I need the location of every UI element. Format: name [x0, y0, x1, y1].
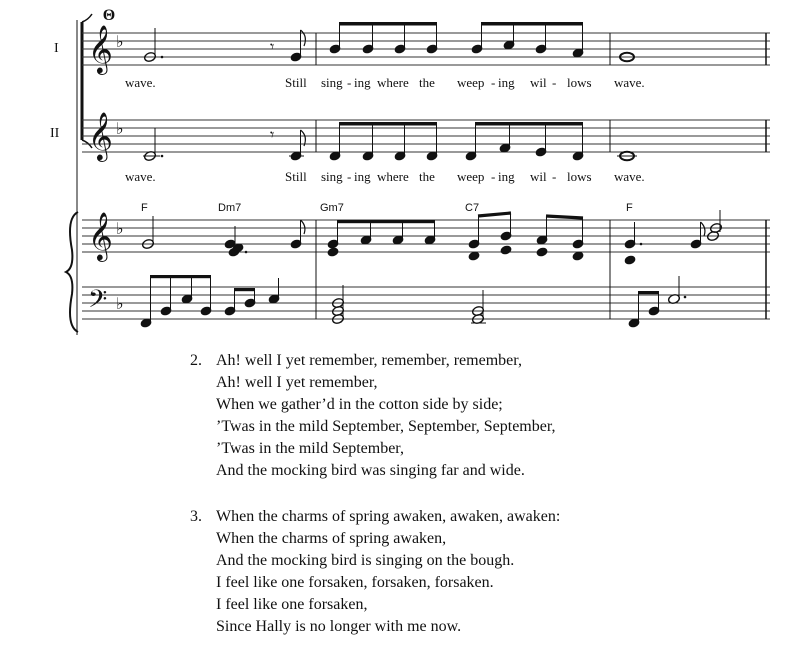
chord-symbols [141, 202, 633, 214]
verse-line: And the mocking bird is singing on the bough. [216, 552, 515, 569]
chord-symbol: F [626, 202, 633, 214]
verses [190, 350, 750, 662]
key-signature-flat: ♭ [116, 34, 124, 51]
lyric-syllable: - [552, 169, 557, 184]
verse-line: Ah! well I yet remember, remember, remember, [216, 352, 522, 369]
verse-line: I feel like one forsaken, forsaken, forsaken. [216, 574, 494, 591]
verse-line: And the mocking bird was singing far and wide. [216, 462, 525, 479]
lyric-syllable: - [552, 75, 557, 90]
chord-symbol: Gm7 [320, 202, 344, 214]
lyric-syllable: wave. [614, 169, 645, 184]
lyric-syllable: lows [567, 169, 592, 184]
lyric-syllable: weep [457, 75, 485, 90]
verse-line: Ah! well I yet remember, [216, 374, 378, 391]
lyric-syllable: wil [530, 169, 547, 184]
lyric-syllable: sing [321, 75, 343, 90]
chord-symbol: F [141, 202, 148, 214]
lyric-syllable: - [347, 75, 352, 90]
lyric-syllable: wave. [125, 75, 156, 90]
lyric-syllable: sing [321, 169, 343, 184]
chord-symbol: C7 [465, 202, 480, 214]
verse-line: When we gather’d in the cotton side by side; [216, 396, 503, 413]
lyric-syllable: lows [567, 75, 592, 90]
lyric-syllable: the [419, 75, 435, 90]
key-signature-flat: ♭ [116, 221, 124, 238]
treble-clef-icon: 𝄞 [88, 214, 113, 260]
verse-lines [216, 506, 750, 638]
lyric-syllable: where [377, 75, 409, 90]
verse-number: 2. [190, 352, 202, 369]
lyric-syllable: ing [498, 75, 515, 90]
lyric-syllable: - [347, 169, 352, 184]
verse-3 [190, 506, 750, 638]
verse-number: 3. [190, 508, 202, 525]
lyric-syllable: where [377, 169, 409, 184]
lyric-syllable: Still [285, 75, 307, 90]
key-signature-flat: ♭ [116, 296, 124, 313]
lyrics-voice-two [125, 169, 645, 184]
piano-treble-notes [141, 210, 722, 265]
verse-line: When the charms of spring awaken, [216, 530, 447, 547]
lyrics-voice-one [125, 75, 645, 90]
verse-2 [190, 350, 750, 482]
verse-lines [216, 350, 750, 482]
bass-clef-icon: 𝄢 [88, 286, 108, 319]
lyric-syllable: ing [354, 75, 371, 90]
svg-text:𝄾: 𝄾 [270, 127, 275, 144]
piano-bass-notes [140, 275, 686, 328]
lyric-syllable: weep [457, 169, 485, 184]
svg-text:𝄾: 𝄾 [270, 39, 275, 56]
verse-line: I feel like one forsaken, [216, 596, 368, 613]
segno-mark: Θ [102, 7, 116, 24]
lyric-syllable: ing [498, 169, 515, 184]
verse-line: ’Twas in the mild September, [216, 440, 404, 457]
lyric-syllable: wave. [125, 169, 156, 184]
lyric-syllable: wil [530, 75, 547, 90]
staff-label-two: II [50, 126, 60, 141]
key-signature-flat: ♭ [116, 121, 124, 138]
lyric-syllable: - [491, 75, 496, 90]
lyric-syllable: - [491, 169, 496, 184]
lyric-syllable: the [419, 169, 435, 184]
verse-line: ’Twas in the mild September, September, September, [216, 418, 556, 435]
verse-line: When the charms of spring awaken, awaken, awaken: [216, 508, 561, 525]
verse-line: Since Hally is no longer with me now. [216, 618, 462, 635]
lyric-syllable: ing [354, 169, 371, 184]
treble-clef-icon: 𝄞 [88, 114, 113, 160]
treble-clef-icon: 𝄞 [88, 27, 113, 73]
chord-symbol: Dm7 [218, 202, 242, 214]
lyric-syllable: Still [285, 169, 307, 184]
staff-label-one: I [54, 41, 59, 56]
lyric-syllable: wave. [614, 75, 645, 90]
